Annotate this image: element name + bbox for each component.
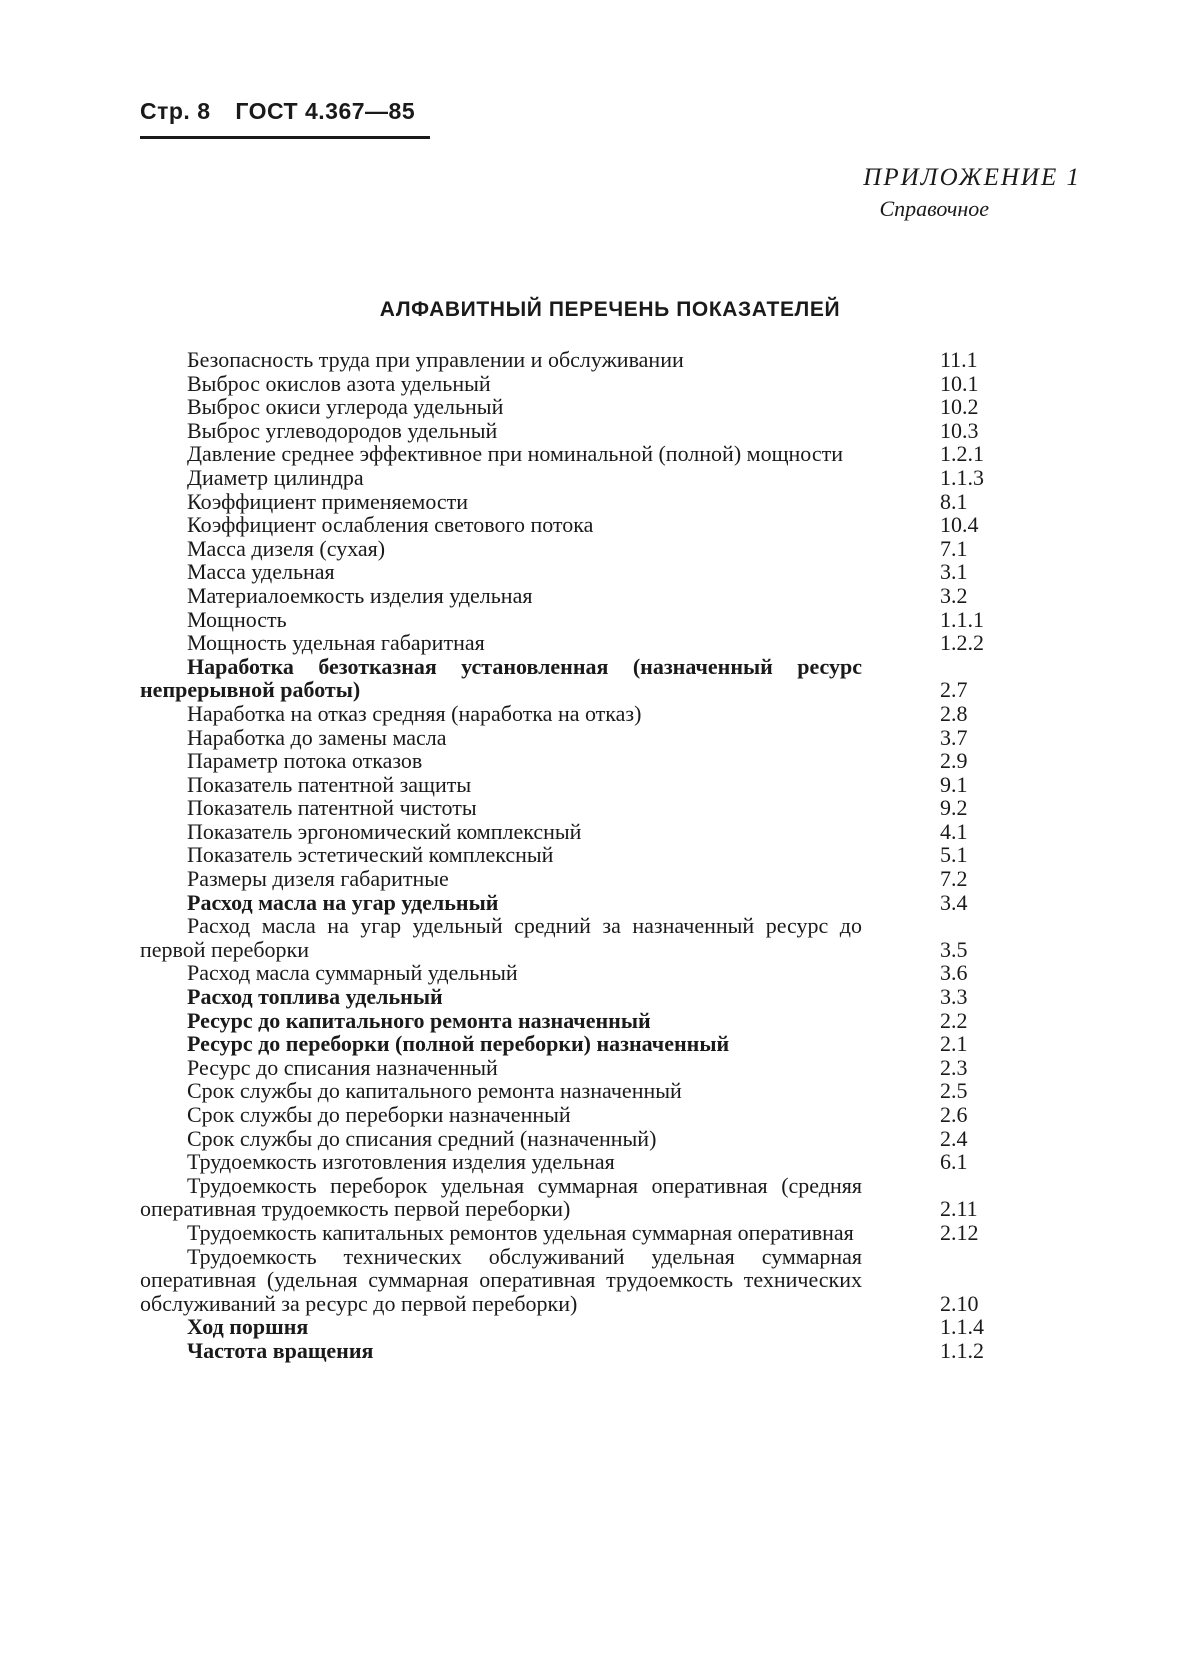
entry-text: Ход поршня <box>187 1314 309 1340</box>
entry-clause-number: 1.1.1 <box>940 606 984 632</box>
entry-text: Трудоемкость переборок удельная суммарная оперативная (средняя оперативная трудоемкость первой переборки) <box>140 1172 862 1222</box>
entry-text: Частота вращения <box>187 1337 374 1363</box>
index-entry <box>140 537 1040 561</box>
index-entry <box>140 560 1040 584</box>
entry-text: Мощность удельная габаритная <box>187 630 485 656</box>
entry-clause-number: 6.1 <box>940 1149 968 1175</box>
entry-clause-number: 2.12 <box>940 1219 979 1245</box>
entry-clause-number: 3.5 <box>940 936 968 962</box>
index-entry <box>140 1174 1040 1221</box>
index-entry <box>140 891 1040 915</box>
index-entry <box>140 1127 1040 1151</box>
entry-clause-number: 1.1.4 <box>940 1314 984 1340</box>
entry-clause-number: 2.1 <box>940 1031 968 1057</box>
entry-text: Показатель эстетический комплексный <box>187 842 554 868</box>
entry-text: Мощность <box>187 606 287 632</box>
entry-clause-number: 1.1.3 <box>940 464 984 490</box>
entry-text: Наработка до замены масла <box>187 724 447 750</box>
index-entry <box>140 749 1040 773</box>
page-header <box>140 98 433 125</box>
index-entry <box>140 1032 1040 1056</box>
entry-text: Показатель эргономический комплексный <box>187 818 582 844</box>
index-entry <box>140 796 1040 820</box>
entry-clause-number: 2.4 <box>940 1125 968 1151</box>
index-entry <box>140 513 1040 537</box>
entry-clause-number: 2.5 <box>940 1078 968 1104</box>
index-entry <box>140 820 1040 844</box>
entry-clause-number: 4.1 <box>940 818 968 844</box>
entry-clause-number: 2.11 <box>940 1196 978 1222</box>
appendix-title: ПРИЛОЖЕНИЕ 1 <box>863 164 1081 191</box>
entry-clause-number: 9.1 <box>940 771 968 797</box>
entry-text: Трудоемкость изготовления изделия удельная <box>187 1149 615 1175</box>
entry-text: Размеры дизеля габаритные <box>187 866 449 892</box>
entry-clause-number: 3.6 <box>940 960 968 986</box>
index-entry <box>140 1009 1040 1033</box>
entry-text: Коэффициент применяемости <box>187 488 469 514</box>
entry-text: Срок службы до списания средний (назначенный) <box>187 1125 657 1151</box>
appendix-subtitle: Справочное <box>879 196 989 221</box>
entry-text: Масса удельная <box>187 559 335 585</box>
entry-clause-number: 5.1 <box>940 842 968 868</box>
index-entry <box>140 1339 1040 1363</box>
entry-text: Трудоемкость технических обслуживаний удельная суммарная оперативная (удельная суммарная оперативная трудоемкость технических обслуживаний за ресурс до первой переборки) <box>140 1243 862 1316</box>
entry-text: Параметр потока отказов <box>187 748 423 774</box>
document-title: АЛФАВИТНЫЙ ПЕРЕЧЕНЬ ПОКАЗАТЕЛЕЙ <box>379 298 841 321</box>
index-entry <box>140 608 1040 632</box>
index-entry <box>140 490 1040 514</box>
index-entry <box>140 702 1040 726</box>
index-entry <box>140 773 1040 797</box>
page-number: Стр. 8 <box>140 98 211 124</box>
entry-clause-number: 9.2 <box>940 795 968 821</box>
entry-text: Расход масла на угар удельный <box>187 889 499 915</box>
index-entry <box>140 914 1040 961</box>
entry-text: Ресурс до переборки (полной переборки) назначенный <box>187 1031 730 1057</box>
entry-clause-number: 10.4 <box>940 512 979 538</box>
index-entry <box>140 372 1040 396</box>
header-rule <box>140 136 430 139</box>
entry-text: Ресурс до списания назначенный <box>187 1054 498 1080</box>
entry-text: Расход масла суммарный удельный <box>187 960 518 986</box>
entry-text: Безопасность труда при управлении и обслуживании <box>187 347 684 372</box>
index-entry <box>140 631 1040 655</box>
entry-text: Выброс окиси углерода удельный <box>187 394 504 420</box>
index-entry <box>140 1150 1040 1174</box>
entry-clause-number: 2.7 <box>940 677 968 703</box>
index-entry <box>140 1245 1040 1316</box>
index-list <box>140 348 1040 1363</box>
entry-clause-number: 2.2 <box>940 1007 968 1033</box>
index-entry <box>140 442 1040 466</box>
entry-clause-number: 1.1.2 <box>940 1337 984 1363</box>
entry-clause-number: 1.2.1 <box>940 441 984 467</box>
entry-text: Давление среднее эффективное при номинальной (полной) мощности <box>187 441 843 467</box>
standard-code: ГОСТ 4.367—85 <box>235 98 416 124</box>
appendix-block <box>863 164 1081 222</box>
entry-text: Наработка на отказ средняя (наработка на отказ) <box>187 700 642 726</box>
entry-text: Коэффициент ослабления светового потока <box>187 512 594 538</box>
entry-clause-number: 3.7 <box>940 724 968 750</box>
index-entry <box>140 961 1040 985</box>
entry-clause-number: 10.3 <box>940 417 979 443</box>
entry-text: Ресурс до капитального ремонта назначенный <box>187 1007 651 1033</box>
entry-text: Расход топлива удельный <box>187 984 443 1010</box>
entry-text: Срок службы до капитального ремонта назначенный <box>187 1078 682 1104</box>
index-entry <box>140 867 1040 891</box>
entry-text: Выброс углеводородов удельный <box>187 417 498 443</box>
entry-clause-number: 7.2 <box>940 866 968 892</box>
entry-clause-number: 2.8 <box>940 700 968 726</box>
entry-clause-number: 2.10 <box>940 1290 979 1316</box>
index-entry <box>140 726 1040 750</box>
entry-text: Материалоемкость изделия удельная <box>187 582 533 608</box>
entry-clause-number: 3.2 <box>940 582 968 608</box>
entry-clause-number: 10.1 <box>940 370 979 396</box>
entry-text: Масса дизеля (сухая) <box>187 535 386 561</box>
entry-clause-number: 1.2.2 <box>940 630 984 656</box>
entry-clause-number: 2.3 <box>940 1054 968 1080</box>
entry-text: Диаметр цилиндра <box>187 464 364 490</box>
index-entry <box>140 584 1040 608</box>
entry-clause-number: 2.6 <box>940 1102 968 1127</box>
index-entry <box>140 1103 1040 1127</box>
entry-clause-number: 3.4 <box>940 889 968 915</box>
index-entry <box>140 843 1040 867</box>
entry-text: Выброс окислов азота удельный <box>187 370 491 396</box>
entry-text: Наработка безотказная установленная (назначенный ресурс непрерывной работы) <box>140 653 862 703</box>
entry-clause-number: 8.1 <box>940 488 968 514</box>
entry-clause-number: 2.9 <box>940 748 968 774</box>
entry-text: Срок службы до переборки назначенный <box>187 1102 571 1127</box>
entry-text: Показатель патентной чистоты <box>187 795 477 821</box>
index-entry <box>140 985 1040 1009</box>
entry-clause-number: 7.1 <box>940 535 968 561</box>
index-entry <box>140 419 1040 443</box>
entry-clause-number: 3.1 <box>940 559 968 585</box>
entry-clause-number: 10.2 <box>940 394 979 420</box>
entry-text: Трудоемкость капитальных ремонтов удельная суммарная оперативная <box>187 1219 854 1245</box>
entry-clause-number: 11.1 <box>940 347 978 372</box>
index-entry <box>140 466 1040 490</box>
index-entry <box>140 655 1040 702</box>
entry-text: Расход масла на угар удельный средний за назначенный ресурс до первой переборки <box>140 913 862 962</box>
index-entry <box>140 395 1040 419</box>
entry-clause-number: 3.3 <box>940 984 968 1010</box>
index-entry <box>140 1056 1040 1080</box>
index-entry <box>140 348 1040 372</box>
entry-text: Показатель патентной защиты <box>187 771 472 797</box>
index-entry <box>140 1079 1040 1103</box>
index-entry <box>140 1221 1040 1245</box>
index-entry <box>140 1315 1040 1339</box>
